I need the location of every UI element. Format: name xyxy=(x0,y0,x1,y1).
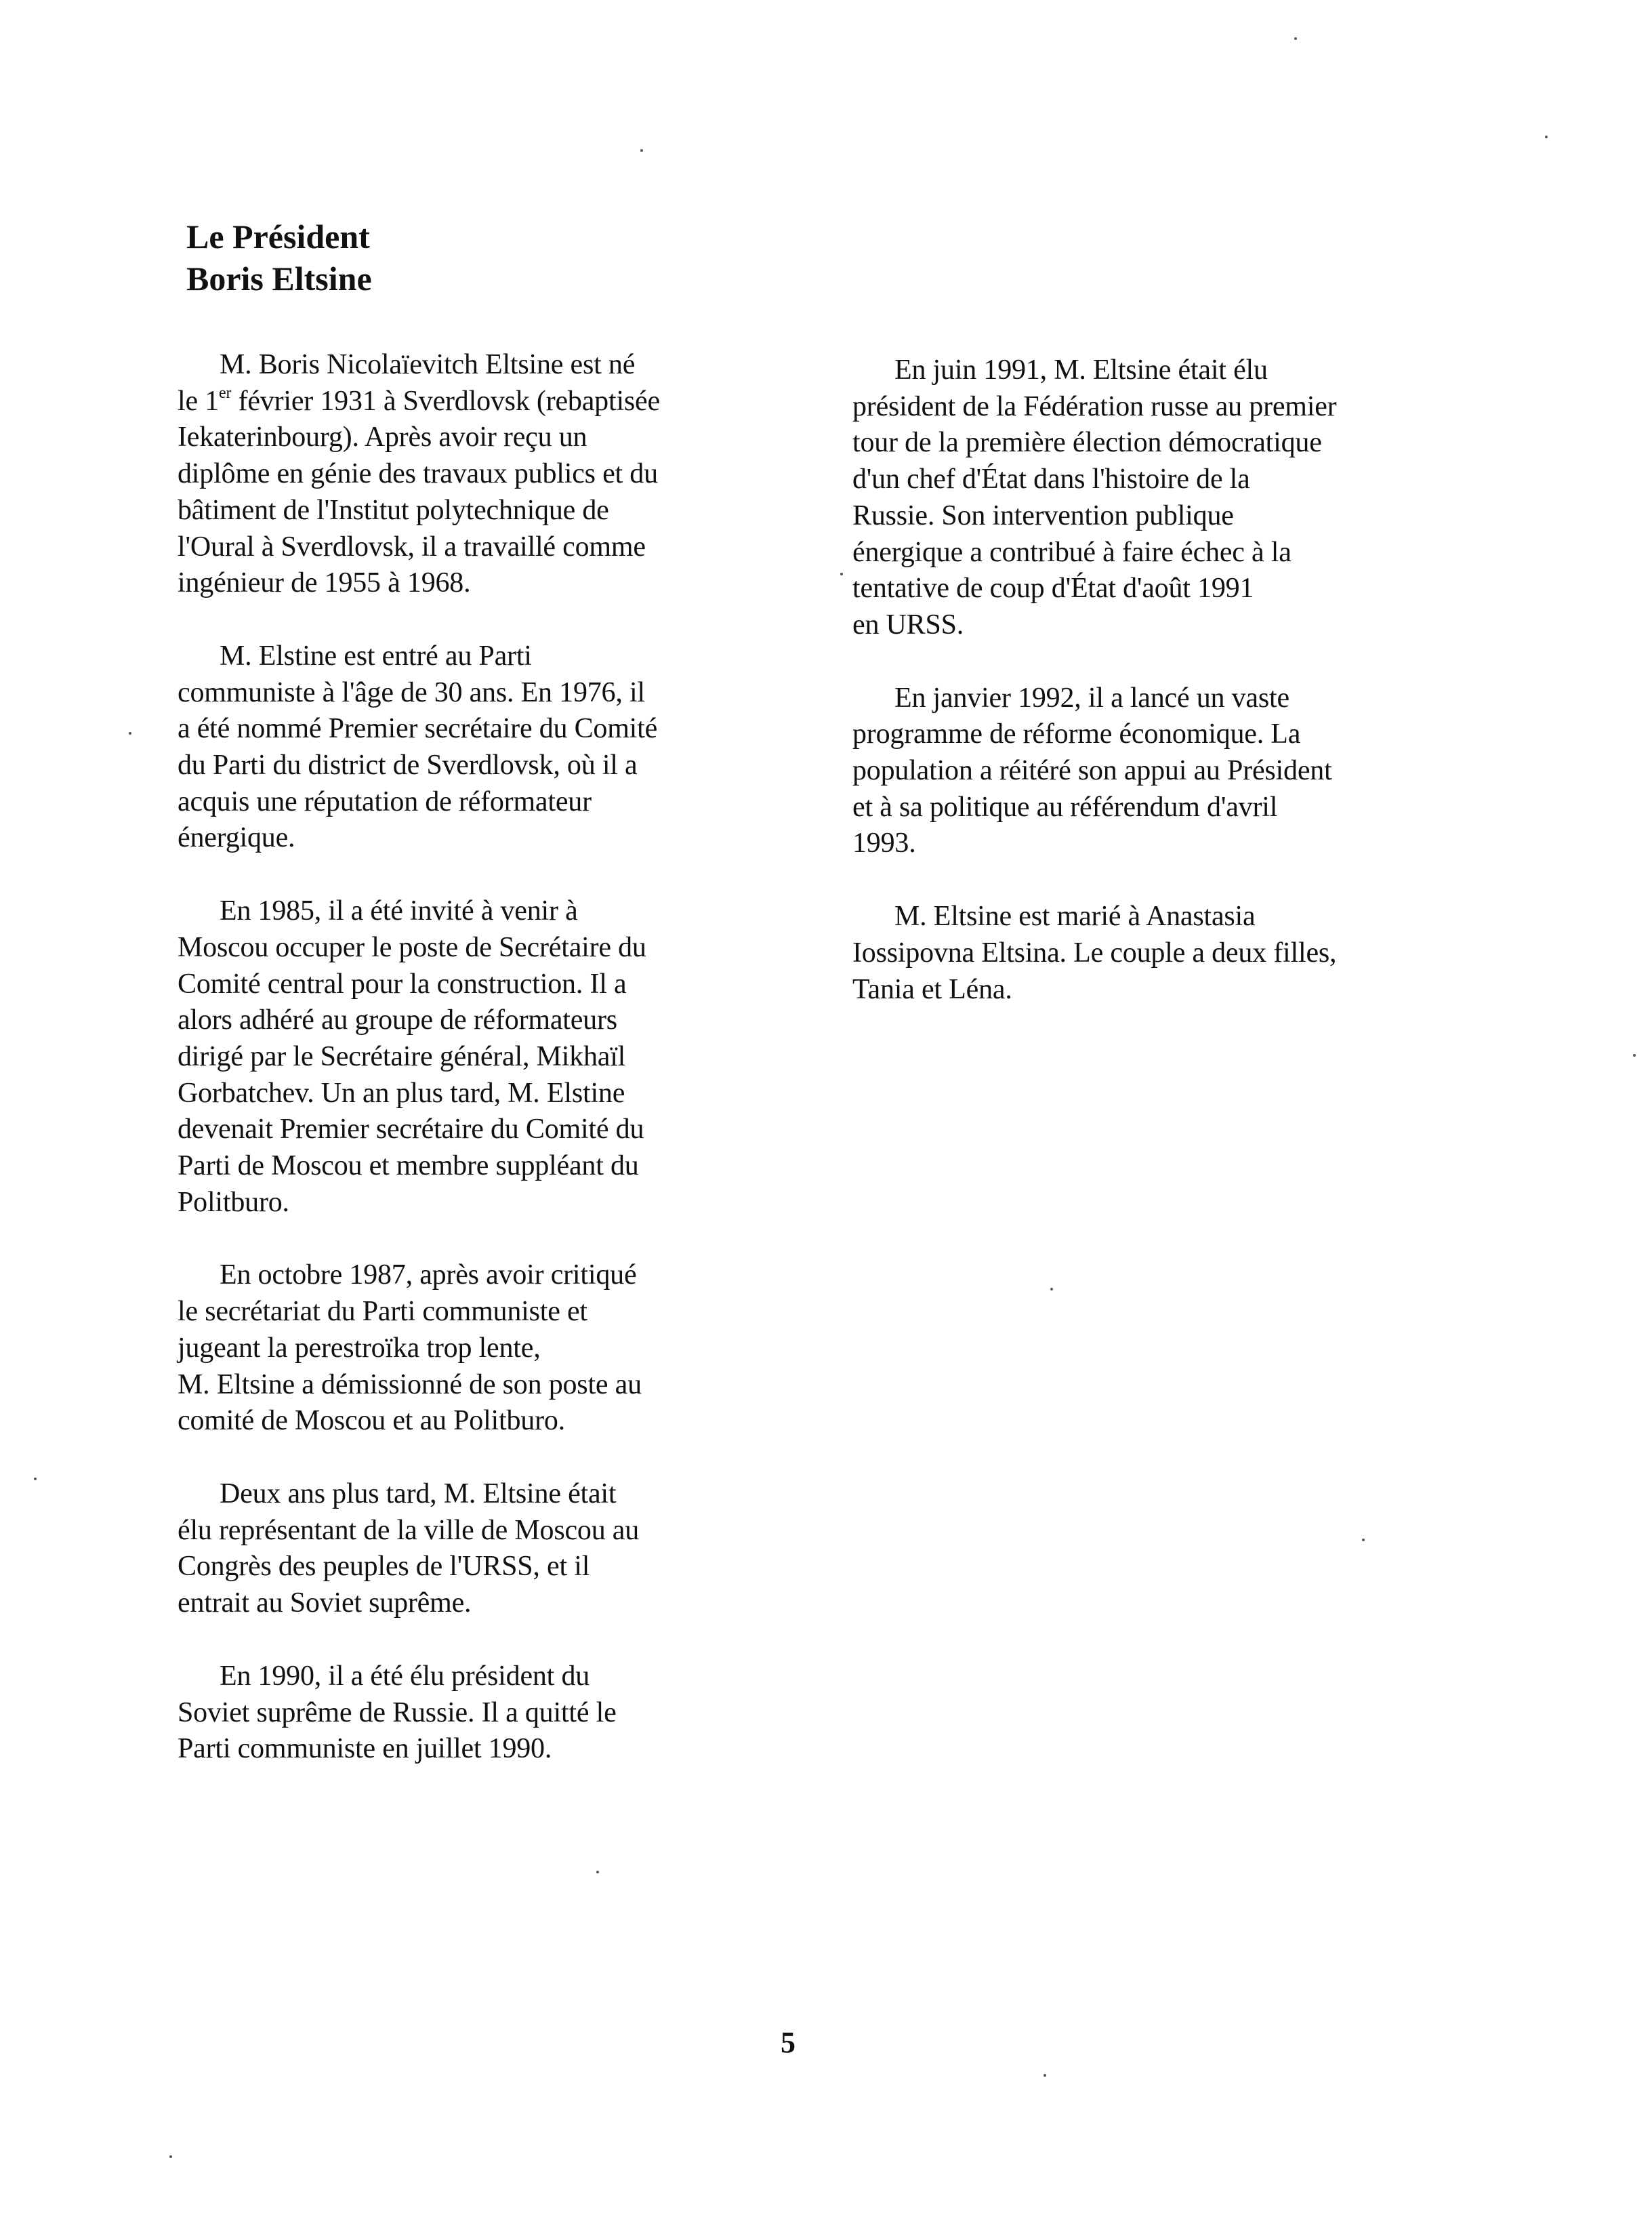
text-line: Tania et Léna. xyxy=(852,973,1012,1005)
text-line: dirigé par le Secrétaire général, Mikhaïl xyxy=(178,1040,626,1072)
text-line: 1993. xyxy=(852,828,916,859)
text-line: tour de la première élection démocratique xyxy=(852,427,1322,459)
text-line: entrait au Soviet suprême. xyxy=(178,1587,472,1619)
paragraph-moscow-1985 xyxy=(178,893,747,1221)
text-line: président de la Fédération russe au premier xyxy=(852,390,1337,422)
text-line: acquis une réputation de réformateur xyxy=(178,786,592,817)
text-line: M. Boris Nicolaïevitch Eltsine est né xyxy=(220,349,636,380)
text-line: jugeant la perestroïka trop lente, xyxy=(178,1332,541,1364)
text-line: élu représentant de la ville de Moscou au xyxy=(178,1514,640,1546)
text-line: tentative de coup d'État d'août 1991 xyxy=(852,573,1254,605)
paragraph-1990 xyxy=(178,1659,747,1768)
text-line: bâtiment de l'Institut polytechnique de xyxy=(178,494,609,526)
scan-speck xyxy=(169,2155,172,2158)
scan-speck xyxy=(129,732,131,735)
paragraph-election-1991 xyxy=(852,352,1422,644)
text-line: en URSS. xyxy=(852,609,964,640)
text-line: Deux ans plus tard, M. Eltsine était xyxy=(220,1478,617,1509)
text-line: En janvier 1992, il a lancé un vaste xyxy=(894,682,1289,714)
text-line: a été nommé Premier secrétaire du Comité xyxy=(178,713,658,745)
scan-speck xyxy=(1294,37,1297,40)
scan-speck xyxy=(1050,1288,1053,1290)
text-line: Parti de Moscou et membre suppléant du xyxy=(178,1150,639,1182)
text-line: M. Elstine est entré au Parti xyxy=(220,640,532,672)
text-line: d'un chef d'État dans l'histoire de la xyxy=(852,464,1250,495)
text-line: En 1990, il a été élu président du xyxy=(220,1660,590,1692)
text-line: En juin 1991, M. Eltsine était élu xyxy=(894,354,1268,386)
scan-speck xyxy=(640,149,643,152)
scan-speck xyxy=(1545,136,1548,138)
text-line: Iossipovna Eltsina. Le couple a deux filles, xyxy=(852,937,1337,969)
text-line: Congrès des peuples de l'URSS, et il xyxy=(178,1551,590,1583)
text-line: et à sa politique au référendum d'avril xyxy=(852,791,1278,823)
scan-speck xyxy=(596,1871,599,1873)
text-line: M. Eltsine est marié à Anastasia xyxy=(894,901,1256,933)
text-fragment: le 1 xyxy=(178,385,220,417)
superscript-ordinal: er xyxy=(219,384,232,402)
text-line: Soviet suprême de Russie. Il a quitté le xyxy=(178,1696,617,1728)
text-line: du Parti du district de Sverdlovsk, où il a xyxy=(178,750,638,781)
paragraph-congress xyxy=(178,1476,747,1622)
text-line: En 1985, il a été invité à venir à xyxy=(220,895,578,927)
text-line: énergique a contribué à faire échec à la xyxy=(852,536,1292,568)
text-line: ingénieur de 1955 à 1968. xyxy=(178,567,471,599)
text-line: devenait Premier secrétaire du Comité du xyxy=(178,1114,644,1145)
page-title xyxy=(186,216,372,300)
scan-speck xyxy=(1633,1054,1636,1057)
paragraph-birth xyxy=(178,347,747,602)
scan-speck xyxy=(1044,2074,1046,2077)
text-line: Comité central pour la construction. Il a xyxy=(178,968,627,1000)
scan-speck xyxy=(1362,1539,1365,1541)
text-line: Russie. Son intervention publique xyxy=(852,500,1234,531)
text-line xyxy=(178,384,747,420)
text-line: le secrétariat du Parti communiste et xyxy=(178,1296,587,1328)
text-line: Moscou occuper le poste de Secrétaire du xyxy=(178,931,646,963)
paragraph-resignation-1987 xyxy=(178,1257,747,1440)
text-line: Politburo. xyxy=(178,1186,289,1218)
text-line: Gorbatchev. Un an plus tard, M. Elstine xyxy=(178,1077,625,1109)
title-line-2: Boris Eltsine xyxy=(186,260,372,298)
text-line: En octobre 1987, après avoir critiqué xyxy=(220,1259,637,1291)
left-column xyxy=(178,347,747,1804)
text-line: Iekaterinbourg). Après avoir reçu un xyxy=(178,422,587,453)
paragraph-party-entry xyxy=(178,638,747,857)
title-line-1: Le Président xyxy=(186,218,370,256)
text-line: énergique. xyxy=(178,822,295,854)
text-line: population a réitéré son appui au Président xyxy=(852,755,1332,787)
text-fragment: février 1931 à Sverdlovsk (rebaptisée xyxy=(231,385,660,417)
right-column xyxy=(852,352,1422,1044)
paragraph-reform-1992 xyxy=(852,680,1422,863)
text-line: comité de Moscou et au Politburo. xyxy=(178,1405,565,1437)
paragraph-family xyxy=(852,899,1422,1008)
text-line: M. Eltsine a démissionné de son poste au xyxy=(178,1368,642,1400)
text-line: alors adhéré au groupe de réformateurs xyxy=(178,1004,617,1036)
page-number: 5 xyxy=(781,2026,796,2059)
scan-speck xyxy=(34,1478,37,1480)
text-line: diplôme en génie des travaux publics et du xyxy=(178,458,658,490)
text-line: l'Oural à Sverdlovsk, il a travaillé comme xyxy=(178,531,646,563)
text-line: Parti communiste en juillet 1990. xyxy=(178,1733,552,1765)
text-line: communiste à l'âge de 30 ans. En 1976, il xyxy=(178,676,645,708)
text-line: programme de réforme économique. La xyxy=(852,718,1301,750)
scan-speck xyxy=(840,573,843,575)
